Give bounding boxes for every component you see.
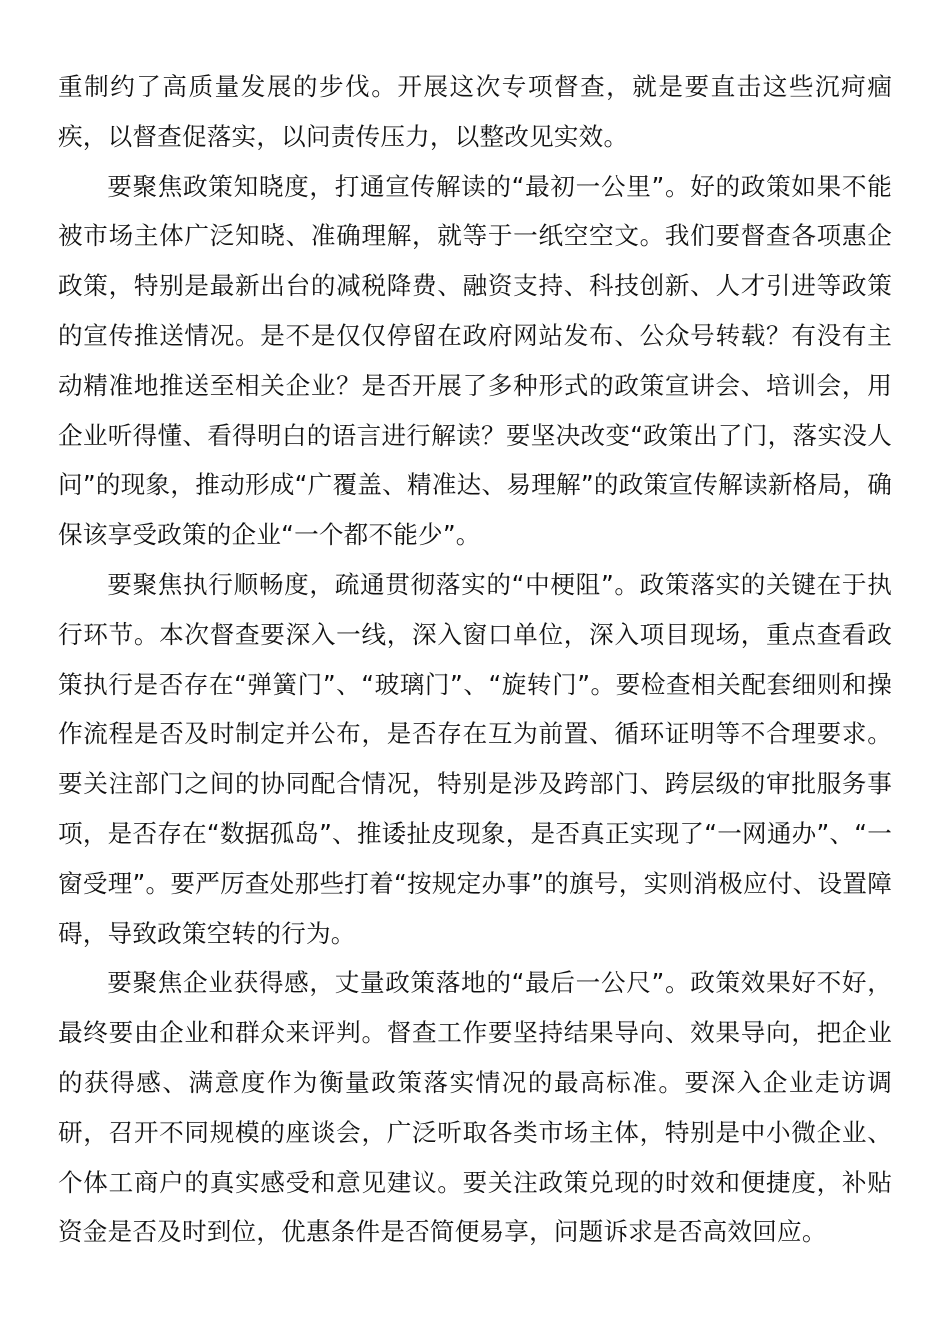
paragraph-execution-smoothness: 要聚焦执行顺畅度，疏通贯彻落实的“中梗阻”。政策落实的关键在于执行环节。本次督查要深入一线，深入窗口单位，深入项目现场，重点查看政策执行是否存在“弹簧门”、“玻璃门”、“旋转门”。要检查相关配套细则和操作流程是否及时制定并公布，是否存在互为前置、循环证明等不合理要求。要关注部门之间的协同配合情况，特别是涉及跨部门、跨层级的审批服务事项，是否存在“数据孤岛”、推诿扯皮现象，是否真正实现了“一网通办”、“一窗受理”。要严厉查处那些打着“按规定办事”的旗号，实则消极应付、设置障碍，导致政策空转的行为。	[58, 569, 892, 948]
document-body	[58, 62, 892, 1257]
paragraph-policy-awareness: 要聚焦政策知晓度，打通宣传解读的“最初一公里”。好的政策如果不能被市场主体广泛知晓、准确理解，就等于一纸空空文。我们要督查各项惠企政策，特别是最新出台的减税降费、融资支持、科技创新、人才引进等政策的宣传推送情况。是不是仅仅停留在政府网站发布、公众号转载？有没有主动精准地推送至相关企业？是否开展了多种形式的政策宣讲会、培训会，用企业听得懂、看得明白的语言进行解读？要坚决改变“政策出了门，落实没人问”的现象，推动形成“广覆盖、精准达、易理解”的政策宣传解读新格局，确保该享受政策的企业“一个都不能少”。	[58, 171, 892, 550]
paragraph-continuation: 重制约了高质量发展的步伐。开展这次专项督查，就是要直击这些沉疴痼疾，以督查促落实，以问责传压力，以整改见实效。	[58, 72, 892, 151]
paragraph-enterprise-sense-of-gain: 要聚焦企业获得感，丈量政策落地的“最后一公尺”。政策效果好不好，最终要由企业和群众来评判。督查工作要坚持结果导向、效果导向，把企业的获得感、满意度作为衡量政策落实情况的最高标准。要深入企业走访调研，召开不同规模的座谈会，广泛听取各类市场主体，特别是中小微企业、个体工商户的真实感受和意见建议。要关注政策兑现的时效和便捷度，补贴资金是否及时到位，优惠条件是否简便易享，问题诉求是否高效回应。	[58, 968, 892, 1247]
